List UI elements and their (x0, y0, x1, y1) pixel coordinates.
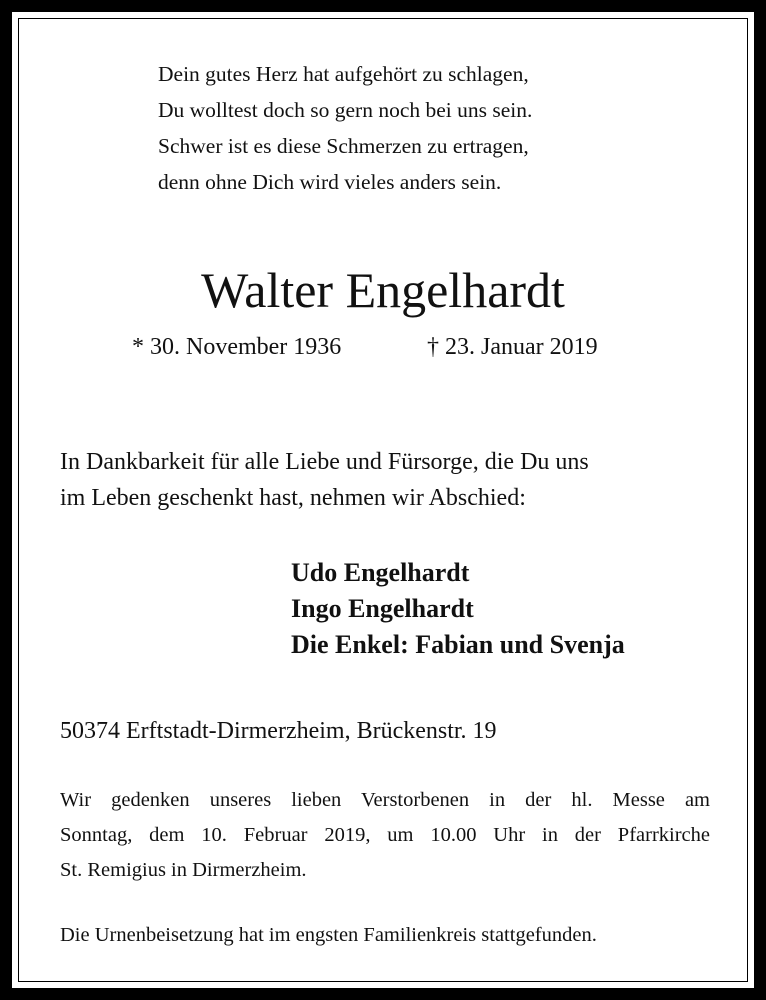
urn-burial-notice: Die Urnenbeisetzung hat im engsten Familienkreis stattgefunden. (60, 924, 597, 946)
deceased-name: Walter Engelhardt (201, 262, 565, 318)
poem-line: Schwer ist es diese Schmerzen zu ertragen, (158, 134, 529, 158)
mourners-list (291, 555, 741, 663)
mourner-name: Die Enkel: Fabian und Svenja (291, 630, 625, 659)
mass-line: St. Remigius in Dirmerzheim. (60, 859, 307, 881)
thanks-paragraph (60, 444, 720, 516)
mass-line: Wir gedenken unseres lieben Verstorbenen in der hl. Messe am (60, 789, 710, 811)
family-address: 50374 Erftstadt-Dirmerzheim, Brückenstr. 19 (60, 718, 497, 744)
thanks-line: In Dankbarkeit für alle Liebe und Fürsorge, die Du uns (60, 449, 589, 475)
death-date: † 23. Januar 2019 (427, 334, 598, 360)
poem-line: denn ohne Dich wird vieles anders sein. (158, 170, 502, 194)
mourner-name: Ingo Engelhardt (291, 594, 474, 623)
birth-date: * 30. November 1936 (132, 334, 342, 360)
memorial-poem (158, 56, 658, 200)
thanks-line: im Leben geschenkt hast, nehmen wir Abschied: (60, 485, 526, 511)
mourner-name: Udo Engelhardt (291, 558, 470, 587)
mass-line: Sonntag, dem 10. Februar 2019, um 10.00 Uhr in der Pfarrkirche (60, 824, 710, 846)
poem-line: Du wolltest doch so gern noch bei uns sein. (158, 98, 533, 122)
poem-line: Dein gutes Herz hat aufgehört zu schlagen, (158, 62, 529, 86)
life-dates (132, 330, 652, 364)
memorial-mass-paragraph (60, 783, 710, 888)
